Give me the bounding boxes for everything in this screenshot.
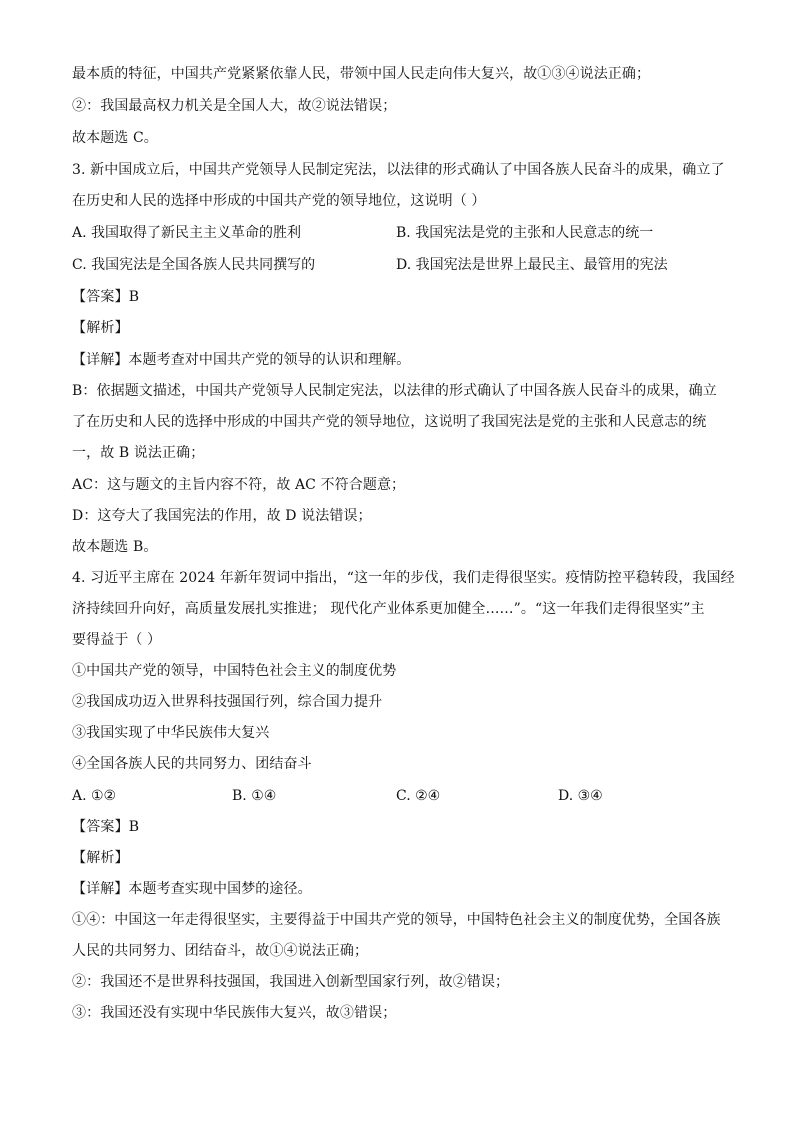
detail-line: 【详解】本题考查对中国共产党的领导的认识和理解。 — [72, 352, 411, 368]
option-d: D. ③④ — [558, 788, 603, 804]
text-line: 人民的共同努力、团结奋斗，故①④说法正确； — [72, 943, 369, 959]
statement-3: ③我国实现了中华民族伟大复兴 — [72, 725, 270, 741]
statement-4: ④全国各族人民的共同努力、团结奋斗 — [72, 756, 312, 772]
option-b: B. ①④ — [232, 788, 277, 804]
text-line: 了在历史和人民的选择中形成的中国共产党的领导地位，这说明了我国宪法是党的主张和人民意志的统 — [72, 414, 707, 430]
statement-2: ②我国成功迈入世界科技强国行列，综合国力提升 — [72, 694, 383, 710]
text-line: 故本题选 B。 — [72, 539, 158, 555]
text-line: D：这夸大了我国宪法的作用，故 D 说法错误； — [72, 508, 372, 524]
answer-label: 【答案】B — [72, 819, 140, 835]
text-line: AC：这与题文的主旨内容不符，故 AC 不符合题意； — [72, 477, 406, 493]
option-a: A. 我国取得了新民主主义革命的胜利 — [72, 225, 302, 241]
analysis-label: 【解析】 — [72, 850, 129, 866]
question-4-stem: 济持续回升向好，高质量发展扎实推进； 现代化产业体系更加健全……”。“这一年我们走得很坚实”主 — [72, 601, 705, 617]
text-line: 故本题选 C。 — [72, 130, 158, 146]
option-c: C. ②④ — [396, 788, 441, 804]
option-a: A. ①② — [72, 788, 117, 804]
text-line: ①④：中国这一年走得很坚实，主要得益于中国共产党的领导，中国特色社会主义的制度优势，全国各族 — [72, 912, 721, 928]
text-line: ②：我国最高权力机关是全国人大，故②说法错误； — [72, 98, 397, 114]
answer-label: 【答案】B — [72, 289, 140, 305]
detail-line: 【详解】本题考查实现中国梦的途径。 — [72, 881, 312, 897]
text-line: B：依据题文描述，中国共产党领导人民制定宪法，以法律的形式确认了中国各族人民奋斗的成果，确立 — [72, 383, 717, 399]
question-3-stem: 在历史和人民的选择中形成的中国共产党的领导地位，这说明（ ） — [72, 193, 486, 209]
option-d: D. 我国宪法是世界上最民主、最管用的宪法 — [396, 257, 668, 273]
option-b: B. 我国宪法是党的主张和人民意志的统一 — [396, 225, 654, 241]
analysis-label: 【解析】 — [72, 320, 129, 336]
option-c: C. 我国宪法是全国各族人民共同撰写的 — [72, 257, 316, 273]
text-line: ②：我国还不是世界科技强国，我国进入创新型国家行列，故②错误； — [72, 974, 510, 990]
text-line: ③：我国还没有实现中华民族伟大复兴，故③错误； — [72, 1005, 397, 1021]
question-4-stem: 要得益于（ ） — [72, 632, 162, 648]
question-4-stem: 4. 习近平主席在 2024 年新年贺词中指出，“这一年的步伐，我们走得很坚实。疫情防控平稳转段，我国经 — [72, 570, 735, 586]
text-line: 一，故 B 说法正确； — [72, 445, 205, 461]
question-3-stem: 3. 新中国成立后，中国共产党领导人民制定宪法，以法律的形式确认了中国各族人民奋斗的成果，确立了 — [72, 162, 725, 178]
statement-1: ①中国共产党的领导，中国特色社会主义的制度优势 — [72, 663, 397, 679]
text-line: 最本质的特征，中国共产党紧紧依靠人民，带领中国人民走向伟大复兴，故①③④说法正确； — [72, 66, 651, 82]
